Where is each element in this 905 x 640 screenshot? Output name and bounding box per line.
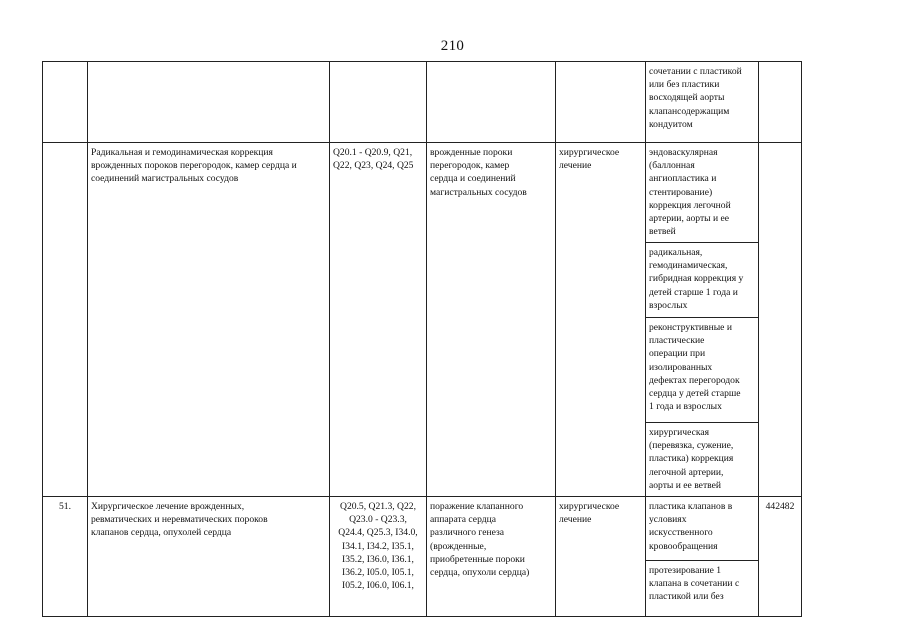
treatment-method-cell: реконструктивные и пластические операции при изолированных дефектах перегородок сердца у детей старше 1 года и взрослых <box>646 318 759 423</box>
treatment-method-cell: эндоваскулярная (баллонная ангиопластика и стентирование) коррекция легочной артерии, аорты и ее ветвей <box>646 143 759 243</box>
treatment-type-cell: хирургическое лечение <box>556 497 646 617</box>
cost-cell <box>759 62 802 143</box>
table-row <box>43 497 802 561</box>
number-cell <box>43 143 88 497</box>
treatment-method-cell: протезирование 1 клапана в сочетании с пластикой или без <box>646 561 759 617</box>
icd-codes-cell: Q20.1 - Q20.9, Q21, Q22, Q23, Q24, Q25 <box>330 143 427 497</box>
number-cell <box>43 62 88 143</box>
care-type-cell: Радикальная и гемодинамическая коррекция врожденных пороков перегородок, камер сердца и соединений магистральных сосудов <box>88 143 330 497</box>
medical-care-table <box>42 61 802 617</box>
cost-cell: 442482 <box>759 497 802 617</box>
patient-model-cell: поражение клапанного аппарата сердца различного генеза (врожденные, приобретенные пороки сердца, опухоли сердца) <box>427 497 556 617</box>
number-cell: 51. <box>43 497 88 617</box>
page-number: 210 <box>440 38 465 54</box>
icd-codes-cell: Q20.5, Q21.3, Q22, Q23.0 - Q23.3, Q24.4, Q25.3, I34.0, I34.1, I34.2, I35.1, I35.2, I36.0, I36.1, I36.2, I05.0, I05.1, I05.2, I06.0, I06.1, <box>330 497 427 617</box>
treatment-method-cell: хирургическая (перевязка, сужение, пластика) коррекция легочной артерии, аорты и ее ветвей <box>646 423 759 497</box>
treatment-method-cell: радикальная, гемодинамическая, гибридная коррекция у детей старше 1 года и взрослых <box>646 243 759 318</box>
table-row <box>43 143 802 243</box>
treatment-type-cell <box>556 62 646 143</box>
treatment-type-cell: хирургическое лечение <box>556 143 646 497</box>
treatment-method-cell: пластика клапанов в условиях искусственного кровообращения <box>646 497 759 561</box>
cost-cell <box>759 143 802 497</box>
patient-model-cell <box>427 62 556 143</box>
care-type-cell: Хирургическое лечение врожденных, ревматических и неревматических пороков клапанов сердца, опухолей сердца <box>88 497 330 617</box>
icd-codes-cell <box>330 62 427 143</box>
care-type-cell <box>88 62 330 143</box>
table-row <box>43 62 802 143</box>
patient-model-cell: врожденные пороки перегородок, камер сердца и соединений магистральных сосудов <box>427 143 556 497</box>
treatment-method-cell: сочетании с пластикой или без пластики восходящей аорты клапансодержащим кондуитом <box>646 62 759 143</box>
